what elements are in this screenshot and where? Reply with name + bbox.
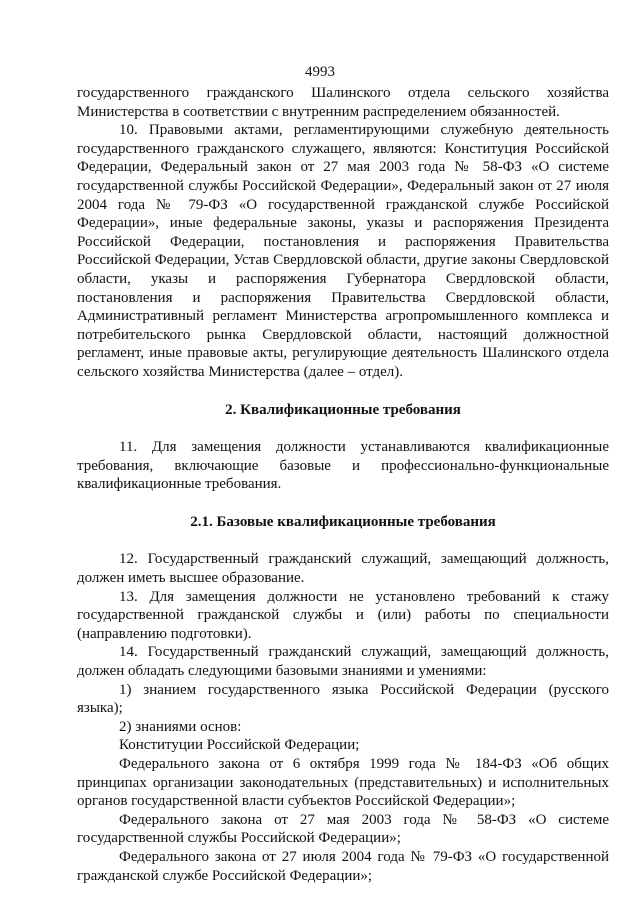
paragraph-14-item-2: 2) знаниями основ:	[119, 718, 242, 735]
paragraph-continuation: государственного гражданского Шалинского отдела сельского хозяйства Министерства в соответствии с внутренним распределением обязанностей.	[77, 85, 609, 120]
list-item-law-184fz: Федерального закона от 6 октября 1999 года № 184-ФЗ «Об общих принципах организации законодательных (представительных) и исполнительных органов государственной власти субъектов Российской Федерации»;	[77, 756, 609, 810]
paragraph-12: 12. Государственный гражданский служащий, замещающий должность, должен иметь высшее образование.	[77, 551, 609, 587]
list-item-law-79fz: Федерального закона от 27 июля 2004 года № 79-ФЗ «О государственной гражданской службе Российской Федерации»;	[77, 848, 609, 884]
section-heading-2-1: 2.1. Базовые квалификационные требования	[190, 513, 496, 530]
page-number: 4993	[305, 64, 335, 80]
paragraph-14: 14. Государственный гражданский служащий, замещающий должность, должен обладать следующими базовыми знаниями и умениями:	[77, 644, 609, 680]
section-heading-2: 2. Квалификационные требования	[225, 401, 461, 418]
document-body	[77, 84, 609, 885]
paragraph-10: 10. Правовыми актами, регламентирующими служебную деятельность государственного гражданского служащего, являются: Конституция Российской Федерации, Федеральный закон от 27 мая 2003 года № 58-ФЗ «О системе государственной службы Российской Федерации», Федеральный закон от 27 июля 2004 года № 79-ФЗ «О государственной гражданской службе Российской Федерации», иные федеральные законы, указы и распоряжения Президента Российской Федерации, постановления и распоряжения Правительства Российской Федерации, Устав Свердловской области, другие законы Свердловской области, указы и распоряжения Губернатора Свердловской области, постановления и распоряжения Правительства Свердловской области, Административный регламент Министерства агропромышленного комплекса и потребительского рынка Свердловской области, настоящий должностной регламент, иные правовые акты, регулирующие деятельность Шалинского отдела сельского хозяйства Министерства (далее – отдел).	[77, 122, 609, 380]
paragraph-13: 13. Для замещения должности не установлено требований к стажу государственной гражданской службы и (или) работы по специальности (направлению подготовки).	[77, 588, 609, 642]
list-item-law-58fz: Федерального закона от 27 мая 2003 года № 58-ФЗ «О системе государственной службы Российской Федерации»;	[77, 811, 609, 847]
paragraph-14-item-1: 1) знанием государственного языка Российской Федерации (русского языка);	[77, 681, 609, 717]
paragraph-11: 11. Для замещения должности устанавливаются квалификационные требования, включающие базовые и профессионально-функциональные квалификационные требования.	[77, 439, 609, 493]
list-item-constitution: Конституции Российской Федерации;	[119, 737, 360, 754]
